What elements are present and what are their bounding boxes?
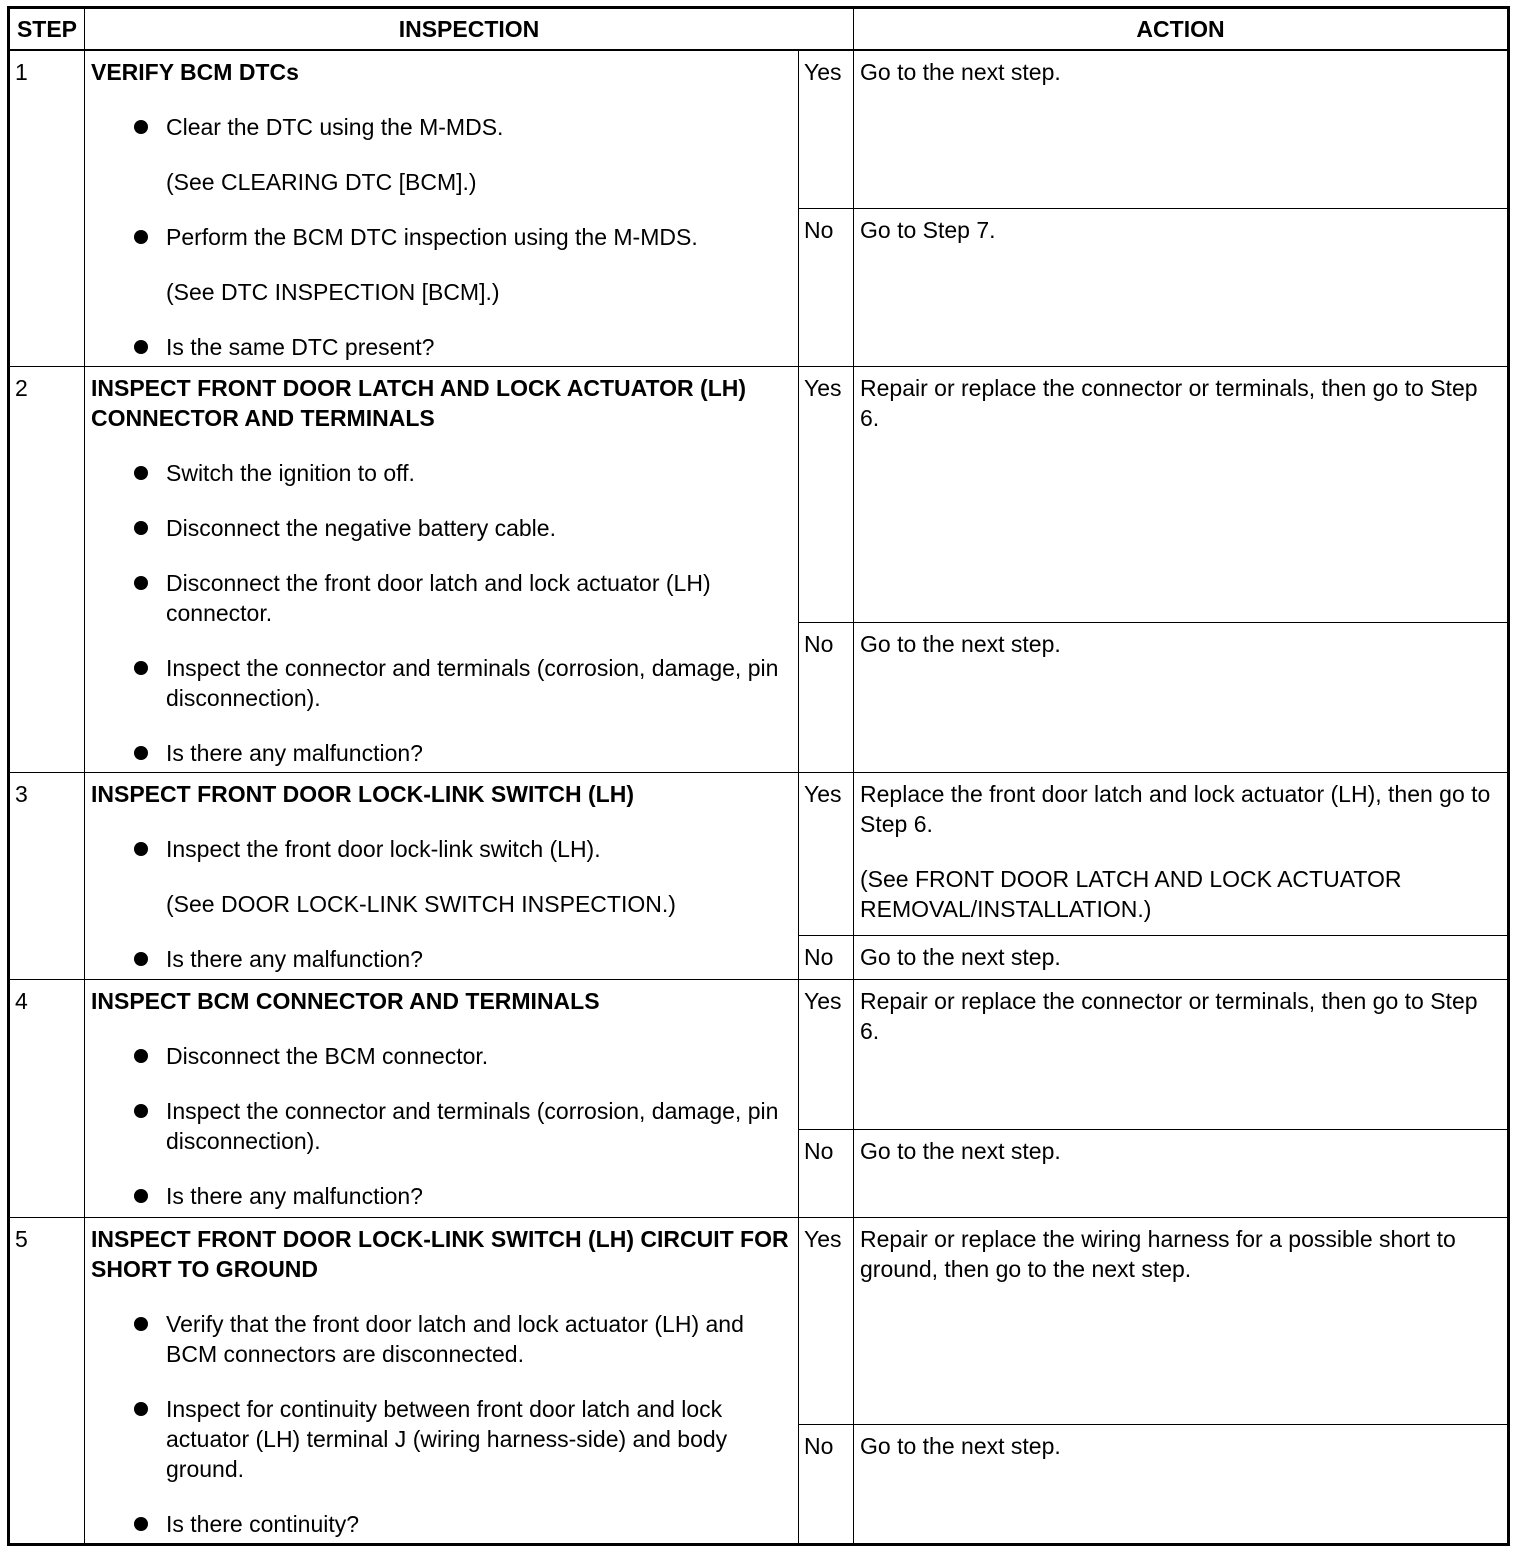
step-row-yes [9, 367, 1509, 623]
inspection-item-text: Perform the BCM DTC inspection using the M-MDS. [166, 224, 698, 250]
inspection-cell [85, 367, 799, 773]
inspection-item-text: Inspect the connector and terminals (corrosion, damage, pin disconnection). [166, 1098, 779, 1154]
yes-action-text: Replace the front door latch and lock actuator (LH), then go to Step 6. [860, 781, 1491, 837]
inspection-item [91, 458, 792, 488]
inspection-item [91, 332, 792, 362]
inspection-item [91, 653, 792, 713]
inspection-list [91, 458, 792, 768]
header-action: ACTION [854, 8, 1509, 51]
no-label: No [799, 1130, 854, 1218]
step-number: 4 [9, 980, 85, 1218]
yes-action-text: Repair or replace the wiring harness for a possible short to ground, then go to the next step. [860, 1226, 1456, 1282]
inspection-list [91, 112, 792, 362]
inspection-item [91, 1041, 792, 1071]
bullet-icon [134, 521, 148, 535]
yes-action [854, 773, 1509, 936]
step-number: 2 [9, 367, 85, 773]
step-number: 1 [9, 50, 85, 367]
inspection-item-text: Is there any malfunction? [166, 1183, 423, 1209]
yes-label: Yes [799, 980, 854, 1130]
inspection-item-text: Inspect the connector and terminals (corrosion, damage, pin disconnection). [166, 655, 779, 711]
inspection-item-note: (See CLEARING DTC [BCM].) [166, 169, 477, 195]
inspection-title: INSPECT FRONT DOOR LOCK-LINK SWITCH (LH) [91, 781, 635, 807]
inspection-list [91, 1041, 792, 1211]
inspection-list [91, 834, 792, 974]
no-label: No [799, 936, 854, 980]
inspection-item-text: Clear the DTC using the M-MDS. [166, 114, 504, 140]
inspection-item-note: (See DOOR LOCK-LINK SWITCH INSPECTION.) [166, 891, 676, 917]
bullet-icon [134, 1317, 148, 1331]
bullet-icon [134, 230, 148, 244]
inspection-item-text: Switch the ignition to off. [166, 460, 415, 486]
bullet-icon [134, 1049, 148, 1063]
bullet-icon [134, 1189, 148, 1203]
no-action: Go to the next step. [854, 936, 1509, 980]
no-label: No [799, 623, 854, 773]
yes-action [854, 50, 1509, 208]
bullet-icon [134, 1517, 148, 1531]
inspection-item-text: Is there continuity? [166, 1511, 360, 1537]
inspection-item [91, 222, 792, 307]
no-action: Go to the next step. [854, 1130, 1509, 1218]
no-label: No [799, 208, 854, 366]
inspection-item [91, 1394, 792, 1484]
bullet-icon [134, 1104, 148, 1118]
no-action: Go to the next step. [854, 1424, 1509, 1544]
yes-action [854, 367, 1509, 623]
step-row-yes [9, 1218, 1509, 1425]
yes-action-text: Repair or replace the connector or terminals, then go to Step 6. [860, 375, 1478, 431]
step-row-yes [9, 773, 1509, 936]
inspection-item-note: (See DTC INSPECTION [BCM].) [166, 279, 500, 305]
no-action: Go to the next step. [854, 623, 1509, 773]
inspection-item [91, 1309, 792, 1369]
header-inspection: INSPECTION [85, 8, 854, 51]
inspection-item [91, 568, 792, 628]
inspection-item [91, 1096, 792, 1156]
header-step: STEP [9, 8, 85, 51]
inspection-item-text: Inspect the front door lock-link switch (LH). [166, 836, 601, 862]
inspection-item-text: Disconnect the front door latch and lock actuator (LH) connector. [166, 570, 711, 626]
inspection-list [91, 1309, 792, 1539]
bullet-icon [134, 120, 148, 134]
inspection-item-text: Disconnect the negative battery cable. [166, 515, 556, 541]
step-row-yes [9, 980, 1509, 1130]
inspection-item-text: Disconnect the BCM connector. [166, 1043, 489, 1069]
yes-action-note: (See FRONT DOOR LATCH AND LOCK ACTUATOR REMOVAL/INSTALLATION.) [860, 866, 1402, 922]
yes-label: Yes [799, 367, 854, 623]
no-label: No [799, 1424, 854, 1544]
bullet-icon [134, 576, 148, 590]
diagnostic-table [7, 6, 1510, 1546]
inspection-item [91, 834, 792, 919]
step-row-yes [9, 50, 1509, 208]
bullet-icon [134, 1402, 148, 1416]
yes-action-text: Go to the next step. [860, 59, 1061, 85]
inspection-item-text: Inspect for continuity between front door latch and lock actuator (LH) terminal J (wiring harness-side) and body ground. [166, 1396, 728, 1482]
inspection-item-text: Is the same DTC present? [166, 334, 435, 360]
step-number: 5 [9, 1218, 85, 1545]
inspection-item-text: Verify that the front door latch and lock actuator (LH) and BCM connectors are disconnected. [166, 1311, 744, 1367]
no-action: Go to Step 7. [854, 208, 1509, 366]
inspection-item-text: Is there any malfunction? [166, 946, 423, 972]
yes-action [854, 1218, 1509, 1425]
yes-label: Yes [799, 50, 854, 208]
bullet-icon [134, 661, 148, 675]
yes-label: Yes [799, 773, 854, 936]
inspection-item [91, 944, 792, 974]
header-row [9, 8, 1509, 51]
inspection-title: INSPECT FRONT DOOR LATCH AND LOCK ACTUATOR (LH) CONNECTOR AND TERMINALS [91, 375, 747, 431]
inspection-item-text: Is there any malfunction? [166, 740, 423, 766]
yes-label: Yes [799, 1218, 854, 1425]
yes-action-text: Repair or replace the connector or terminals, then go to Step 6. [860, 988, 1478, 1044]
yes-action [854, 980, 1509, 1130]
inspection-cell [85, 773, 799, 980]
inspection-item [91, 513, 792, 543]
inspection-item [91, 738, 792, 768]
bullet-icon [134, 952, 148, 966]
bullet-icon [134, 466, 148, 480]
inspection-item [91, 112, 792, 197]
inspection-item [91, 1509, 792, 1539]
inspection-title: VERIFY BCM DTCs [91, 59, 299, 85]
inspection-title: INSPECT FRONT DOOR LOCK-LINK SWITCH (LH) CIRCUIT FOR SHORT TO GROUND [91, 1226, 789, 1282]
inspection-cell [85, 50, 799, 367]
inspection-title: INSPECT BCM CONNECTOR AND TERMINALS [91, 988, 600, 1014]
inspection-cell [85, 980, 799, 1218]
inspection-cell [85, 1218, 799, 1545]
step-number: 3 [9, 773, 85, 980]
bullet-icon [134, 340, 148, 354]
bullet-icon [134, 842, 148, 856]
inspection-item [91, 1181, 792, 1211]
bullet-icon [134, 746, 148, 760]
